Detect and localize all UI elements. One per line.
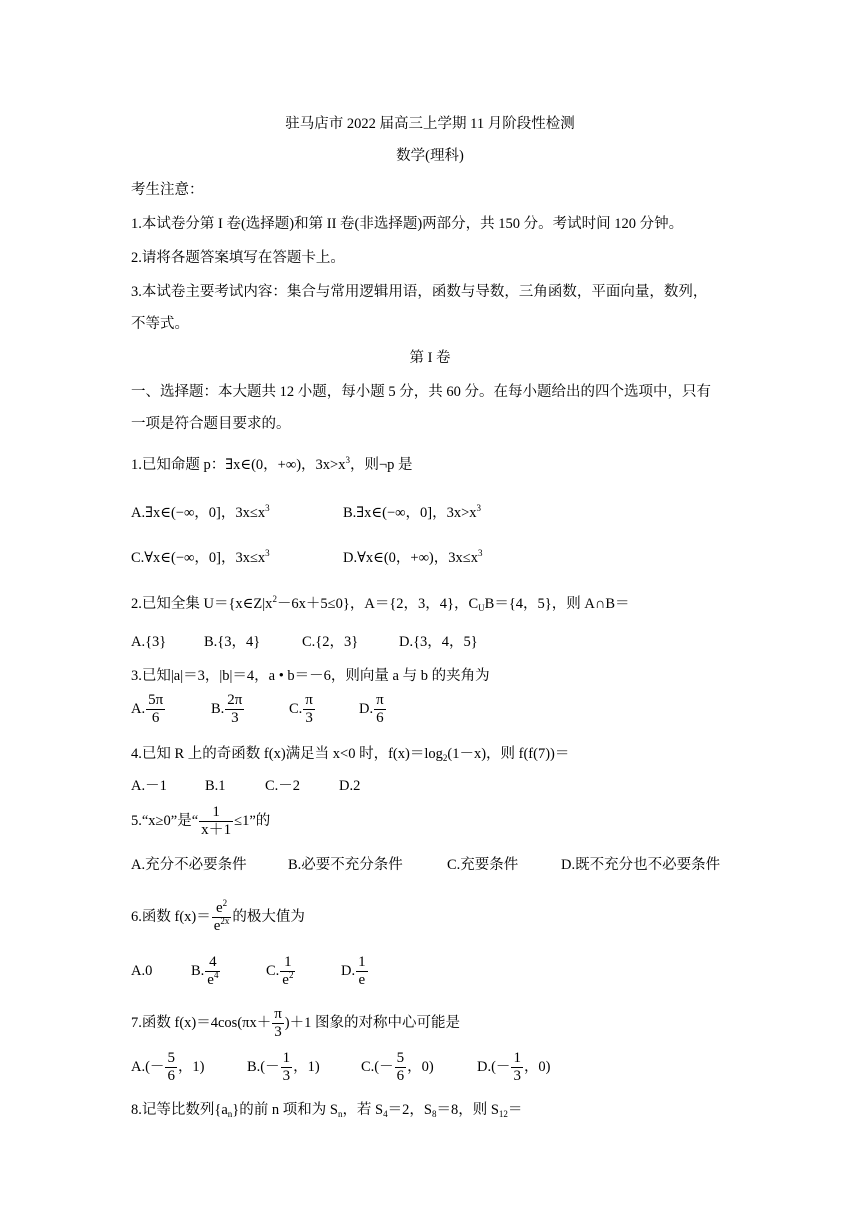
question-2-stem: 2.已知全集 $U=\{x\in Z|x^2-6x+5\le 0\}$，A＝{2，3，4}，$C_UB=\{4$，5}，则 A∩B＝ [131, 594, 630, 613]
q7-option-b: B.(－ $\frac{1}{3}$ ，1) [247, 1050, 320, 1085]
q6-fraction: $\frac{e^2}{e^{2x}}$ [213, 898, 230, 935]
q1-option-b: B.∃x∈(−∞，0]，$3x>x^3$ [343, 503, 481, 521]
question-3-stem: 3.已知|a|＝3，|b|＝4，a • b＝－6，则向量 a 与 b 的夹角为 [131, 668, 490, 684]
q6-option-d: D. $\frac{1}{e}$ [341, 954, 366, 989]
question-1-options-row-1 [131, 503, 481, 523]
q2-option-a: A.{3} [131, 634, 167, 650]
q2-option-d: D.{3，4，5} [399, 634, 478, 650]
q3-option-b: B. $\frac{2\pi}{3}$ [211, 692, 243, 727]
volume-heading: 第 I 卷 [409, 350, 451, 366]
q2-option-c: C.{2，3} [302, 634, 359, 650]
question-4-options [131, 776, 360, 796]
question-2-options [131, 632, 478, 652]
q4-option-a: A.－1 [131, 778, 167, 794]
q1-exponent: 3 [345, 455, 350, 465]
q4-option-b: B.1 [205, 778, 226, 794]
section-instructions-line-2: 一项是符合题目要求的。 [131, 416, 291, 432]
q2-option-b: B.{3，4} [204, 634, 261, 650]
question-7-stem: 7.函数 f(x)＝4cos(πx＋ $\frac{\pi}{3}$ )＋1 图象的对称中心可能是 [131, 1006, 460, 1041]
q6-option-b: B. $\frac{4}{e^4}$ [191, 954, 219, 989]
q5-option-c: C.充要条件 [447, 857, 519, 873]
q3-option-a: A. $\frac{5\pi}{6}$ [131, 692, 164, 727]
q5-option-d: D.既不充分也不必要条件 [561, 857, 721, 873]
question-6-options [131, 954, 369, 990]
question-7-options [131, 1050, 551, 1086]
notice-item-1: 1.本试卷分第 I 卷(选择题)和第 II 卷(非选择题)两部分，共 150 分。考试时间 120 分钟。 [131, 216, 684, 232]
q5-option-b: B.必要不充分条件 [288, 857, 403, 873]
q6-option-a: A.0 [131, 963, 153, 980]
notice-item-3-line-2: 不等式。 [131, 316, 189, 332]
q4-option-d: D.2 [339, 778, 361, 794]
q7-option-d: D.(－ $\frac{1}{3}$ ，0) [477, 1050, 551, 1085]
notice-item-3-line-1: 3.本试卷主要考试内容：集合与常用逻辑用语，函数与导数，三角函数，平面向量，数列， [131, 284, 708, 300]
question-1-options-row-2 [131, 548, 482, 568]
q1-stem-part: ，则¬p 是 [349, 457, 413, 473]
exam-subtitle: 数学(理科) [396, 148, 464, 164]
question-8-stem: 8.记等比数列$\{a_n\}$的前 n 项和为 $S_n$，若 $S_4=2$，$S_8=8$，则 $S_{12}=$ [131, 1102, 523, 1119]
q7-option-a: A.(－ $\frac{5}{6}$ ，1) [131, 1050, 205, 1085]
q5-option-a: A.充分不必要条件 [131, 857, 247, 873]
q3-option-c: C. $\frac{\pi}{3}$ [289, 692, 313, 727]
q5-fraction: $\frac{1}{x+1}$ [201, 804, 232, 839]
question-4-stem: 4.已知 R 上的奇函数 f(x)满足当 x<0 时，$f(x)=\log_2(1-x)$，则 f(f(7))＝ [131, 746, 570, 763]
notice-item-2: 2.请将各题答案填写在答题卡上。 [131, 250, 345, 266]
question-5-options [131, 855, 720, 875]
question-3-options [131, 692, 387, 728]
q1-option-d: D.∀x∈(0，+∞)，$3x\le x^3$ [343, 548, 483, 566]
notice-heading: 考生注意： [131, 182, 204, 198]
question-5-stem: 5.“x≥0”是“ $\frac{1}{x+1}$ ≤1”的 [131, 804, 271, 839]
q1-option-c: C.∀x∈(−∞，0]，$3x\le x^3$ [131, 548, 270, 566]
q1-stem-part: 1.已知命题 p：∃x∈(0，+∞)，3x>x [131, 457, 346, 473]
exam-title: 驻马店市 2022 届高三上学期 11 月阶段性检测 [285, 116, 575, 132]
q7-fraction: $\frac{\pi}{3}$ [274, 1006, 282, 1041]
q1-option-a: A.∃x∈(−∞，0]，$3x\le x^3$ [131, 503, 270, 521]
question-1-stem [131, 455, 413, 475]
q3-option-d: D. $\frac{\pi}{6}$ [359, 692, 384, 727]
q4-option-c: C.－2 [265, 778, 301, 794]
q7-option-c: C.(－ $\frac{5}{6}$ ，0) [361, 1050, 434, 1085]
section-instructions-line-1: 一、选择题：本大题共 12 小题，每小题 5 分，共 60 分。在每小题给出的四个选项中，只有 [131, 384, 711, 400]
q6-option-c: C. $\frac{1}{e^2}$ [266, 954, 294, 989]
question-6-stem: 6.函数 f(x)＝ $\frac{e^2}{e^{2x}}$ 的极大值为 [131, 898, 305, 935]
